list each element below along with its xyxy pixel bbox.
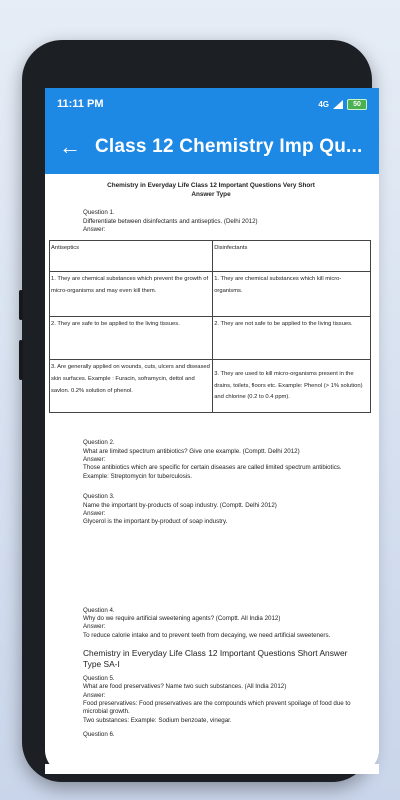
question-5 — [83, 675, 367, 740]
side-button-left-2 — [19, 340, 23, 380]
answer-text: To reduce calorie intake and to prevent teeth from decaying, we need artificial sweeteners. — [83, 631, 331, 639]
question-label: Question 4. — [83, 606, 115, 614]
table-header: Disinfectants — [213, 241, 371, 272]
battery-icon: 50 — [347, 99, 367, 110]
document-content[interactable] — [45, 174, 379, 740]
question-4 — [83, 607, 367, 640]
question-text: Why do we require artificial sweetening agents? (Comptt. All India 2012) — [83, 614, 281, 622]
table-header-row — [50, 241, 371, 272]
section-heading: Chemistry in Everyday Life Class 12 Important Questions Short Answer Type SA-I — [83, 648, 348, 669]
app-bar — [45, 120, 379, 174]
document-heading: Chemistry in Everyday Life Class 12 Important Questions Very Short Answer Type — [107, 182, 315, 198]
question-1 — [83, 209, 367, 234]
table-header: Antiseptics — [50, 241, 213, 272]
back-arrow-icon[interactable]: ← — [59, 134, 81, 159]
question-2 — [83, 439, 367, 481]
question-text: What are limited spectrum antibiotics? Give one example. (Comptt. Delhi 2012) — [83, 447, 300, 455]
question-text: What are food preservatives? Name two such substances. (All India 2012) — [83, 683, 287, 691]
question-text: Name the important by-products of soap industry. (Comptt. Delhi 2012) — [83, 501, 277, 509]
phone-frame — [22, 40, 372, 782]
side-button-left — [19, 290, 23, 320]
answer-text: Two substances: Example: Sodium benzoate, vinegar. — [83, 716, 232, 724]
question-label: Question 6. — [83, 731, 115, 739]
table-cell: 2. They are not safe to be applied to the living tissues. — [213, 317, 371, 360]
answer-label: Answer: — [83, 691, 106, 699]
answer-label: Answer: — [83, 623, 106, 631]
screen — [45, 88, 379, 774]
table-row — [50, 317, 371, 360]
answer-label: Answer: — [83, 226, 106, 233]
comparison-table — [49, 240, 371, 413]
answer-text: Glycerol is the important by-product of soap industry. — [83, 518, 228, 526]
table-row — [50, 272, 371, 317]
table-cell: 1. They are chemical substances which prevent the growth of micro-organisms and may even kill them. — [50, 272, 213, 317]
table-cell: 2. They are safe to be applied to the living tissues. — [50, 317, 213, 360]
question-label: Question 3. — [83, 493, 115, 501]
question-label: Question 2. — [83, 439, 115, 447]
status-icons — [318, 99, 367, 110]
question-text: Differentiate between disinfectants and antiseptics. (Delhi 2012) — [83, 217, 258, 225]
answer-label: Answer: — [83, 509, 106, 517]
question-label: Question 5. — [83, 675, 115, 683]
network-label: 4G — [318, 99, 329, 109]
table-cell: 3. They are used to kill micro-organisms present in the drains, toilets, floors etc. Example: Phenol (> 1% solution) and chlorine (0.2 to 0.4 ppm). — [213, 360, 371, 413]
page-title: Class 12 Chemistry Imp Qu... — [95, 136, 363, 157]
signal-icon — [333, 100, 343, 109]
table-cell: 3. Are generally applied on wounds, cuts, ulcers and diseased skin surfaces. Example : Furacin, soframycin, dettol and savlon. 0.2% solution of phenol. — [50, 360, 213, 413]
answer-text: Those antibiotics which are specific for certain diseases are called limited spectrum antibiotics. Example: Streptomycin for tuberculosis. — [83, 464, 342, 480]
table-row — [50, 360, 371, 413]
answer-text: Food preservatives: Food preservatives are the compounds which prevent spoilage of food due to microbial growth. — [83, 700, 351, 716]
table-cell: 1. They are chemical substances which kill micro-organisms. — [213, 272, 371, 317]
answer-label: Answer: — [83, 456, 106, 464]
bottom-edge — [45, 764, 379, 774]
status-time: 11:11 PM — [57, 98, 104, 110]
status-bar — [45, 88, 379, 120]
question-3 — [83, 493, 367, 526]
question-label: Question 1. — [83, 209, 115, 217]
